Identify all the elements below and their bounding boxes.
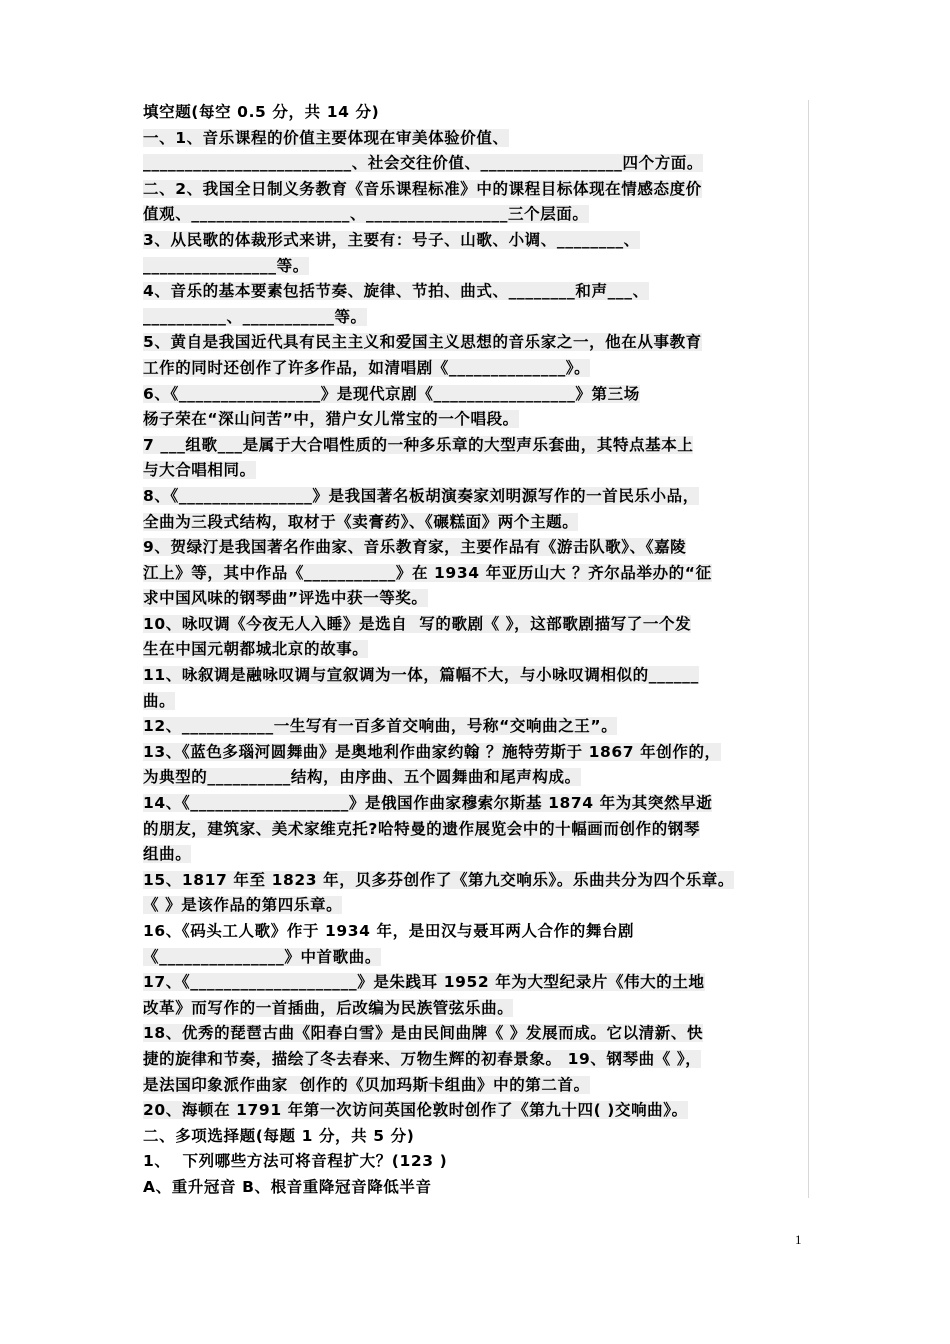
text-line-content: 全曲为三段式结构，取材于《卖膏药》、《碾糕面》两个主题。 [143,512,579,531]
text-line [143,356,808,382]
text-line-content: 1、 下列哪些方法可将音程扩大？(123 ) [143,1152,448,1171]
text-line-content: _________________________、社会交往价值、_________________四个方面。 [143,154,704,173]
text-line [143,586,808,612]
text-line [143,842,808,868]
text-line-content: 一、1、音乐课程的价值主要体现在审美体验价值、 [143,128,509,147]
text-line [143,151,808,177]
text-line-content: 是法国印象派作曲家 创作的《贝加玛斯卡组曲》中的第二首。 [143,1075,590,1094]
text-line [143,305,808,331]
text-line [143,202,808,228]
text-line-content: 捷的旋律和节奏，描绘了冬去春来、万物生辉的初春景象。 19、钢琴曲《 》， [143,1049,702,1068]
text-line [143,510,808,536]
text-line [143,561,808,587]
text-line-content: 值观、___________________、_________________三个层面。 [143,205,589,224]
text-line-content: 江上》等，其中作品《___________》在 1934 年亚历山大 ？齐尔品举办的“征 [143,563,712,582]
text-line [143,637,808,663]
text-line [143,689,808,715]
text-line [143,817,808,843]
text-line-content: __________、___________等。 [143,307,367,326]
text-line-content: 6、《_________________》是现代京剧《_________________》第三场 [143,384,640,403]
text-line-content: 10、咏叹调《今夜无人入睡》是选自 写的歌剧《 》，这部歌剧描写了一个发 [143,614,692,633]
text-line-content: 3、从民歌的体裁形式来讲，主要有：号子、山歌、小调、________、 [143,230,640,249]
text-line [143,330,808,356]
text-line [143,919,808,945]
text-line [143,791,808,817]
text-line-content: 13、《蓝色多瑙河圆舞曲》是奥地利作曲家约翰 ？施特劳斯于 1867 年创作的， [143,742,721,761]
text-line-content: 14、《___________________》是俄国作曲家穆索尔斯基 1874 年为其突然早逝 [143,794,713,813]
text-line-content: 20、海顿在 1791 年第一次访问英国伦敦时创作了《第九十四( )交响曲》。 [143,1101,688,1120]
text-line [143,1149,808,1175]
text-line [143,1124,808,1150]
text-line-content: 的朋友，建筑家、美术家维克托?哈特曼的遗作展览会中的十幅画而创作的钢琴 [143,819,700,838]
text-line-content: 12、___________一生写有一百多首交响曲，号称“交响曲之王”。 [143,717,618,736]
text-line-content: 杨子荣在“深山问苦”中，猎户女儿常宝的一个唱段。 [143,410,519,429]
text-line [143,228,808,254]
document-body [143,100,808,1201]
text-line-content: 为典型的__________结构，由序曲、五个圆舞曲和尾声构成。 [143,768,581,787]
text-line-content: 11、咏叙调是融咏叹调与宣叙调为一体，篇幅不大，与小咏叹调相似的______ [143,666,699,685]
text-line-content: 8、《________________》是我国著名板胡演奏家刘明源写作的一首民乐小品， [143,486,699,505]
text-line-content: 4、音乐的基本要素包括节奏、旋律、节拍、曲式、________和声___、 [143,282,649,301]
text-line-content: ________________等。 [143,256,309,275]
margin-rule [808,100,809,1198]
text-line-content: 填空题(每空 0.5 分，共 14 分) [143,103,380,121]
text-line-content: 生在中国元朝都城北京的故事。 [143,640,369,659]
text-line [143,126,808,152]
text-line [143,1098,808,1124]
text-line-content: 与大合唱相同。 [143,461,256,480]
text-line [143,254,808,280]
text-line-content: 《 》是该作品的第四乐章。 [143,896,343,915]
text-line [143,1047,808,1073]
text-line-content: 曲。 [143,691,176,710]
text-line [143,765,808,791]
text-line-content: 二、2、我国全日制义务教育《音乐课程标准》中的课程目标体现在情感态度价 [143,179,702,198]
text-line [143,177,808,203]
text-line-content: 工作的同时还创作了许多作品，如清唱剧《______________》。 [143,358,591,377]
text-line [143,740,808,766]
text-line-content: 《_______________》中首歌曲。 [143,947,381,966]
text-line-content: 15、1817 年至 1823 年，贝多芬创作了《第九交响乐》。乐曲共分为四个乐章。 [143,870,734,889]
text-line-content: 9、贺绿汀是我国著名作曲家、音乐教育家，主要作品有《游击队歌》、《嘉陵 [143,538,687,557]
text-line [143,433,808,459]
text-line [143,100,808,126]
text-line-content: 组曲。 [143,845,192,864]
text-line [143,996,808,1022]
text-line [143,945,808,971]
text-line [143,382,808,408]
text-line [143,612,808,638]
text-line [143,663,808,689]
text-line-content: A、重升冠音 B、根音重降冠音降低半音 [143,1177,432,1196]
text-line [143,407,808,433]
text-line [143,458,808,484]
text-line [143,1021,808,1047]
text-line [143,484,808,510]
text-line-content: 改革》而写作的一首插曲，后改编为民族管弦乐曲。 [143,998,514,1017]
text-line-content: 7 ___组歌___是属于大合唱性质的一种多乐章的大型声乐套曲，其特点基本上 [143,435,694,454]
text-line [143,714,808,740]
text-line-content: 5、黄自是我国近代具有民主主义和爱国主义思想的音乐家之一，他在从事教育 [143,333,702,352]
text-line [143,1175,808,1201]
text-line-content: 18、优秀的琵琶古曲《阳春白雪》是由民间曲牌《 》发展而成。它以清新、快 [143,1024,704,1043]
text-line-content: 17、《____________________》是朱践耳 1952 年为大型纪录片《伟大的土地 [143,973,705,992]
text-line [143,970,808,996]
text-line-content: 二、多项选择题(每题 1 分，共 5 分) [143,1126,415,1145]
text-line [143,868,808,894]
text-line [143,535,808,561]
text-line-content: 求中国风味的钢琴曲”评选中获一等奖。 [143,589,428,608]
page-number: 1 [795,1232,802,1247]
text-line [143,1073,808,1099]
text-line [143,279,808,305]
text-line [143,893,808,919]
text-line-content: 16、《码头工人歌》作于 1934 年，是田汉与聂耳两人合作的舞台剧 [143,922,635,940]
